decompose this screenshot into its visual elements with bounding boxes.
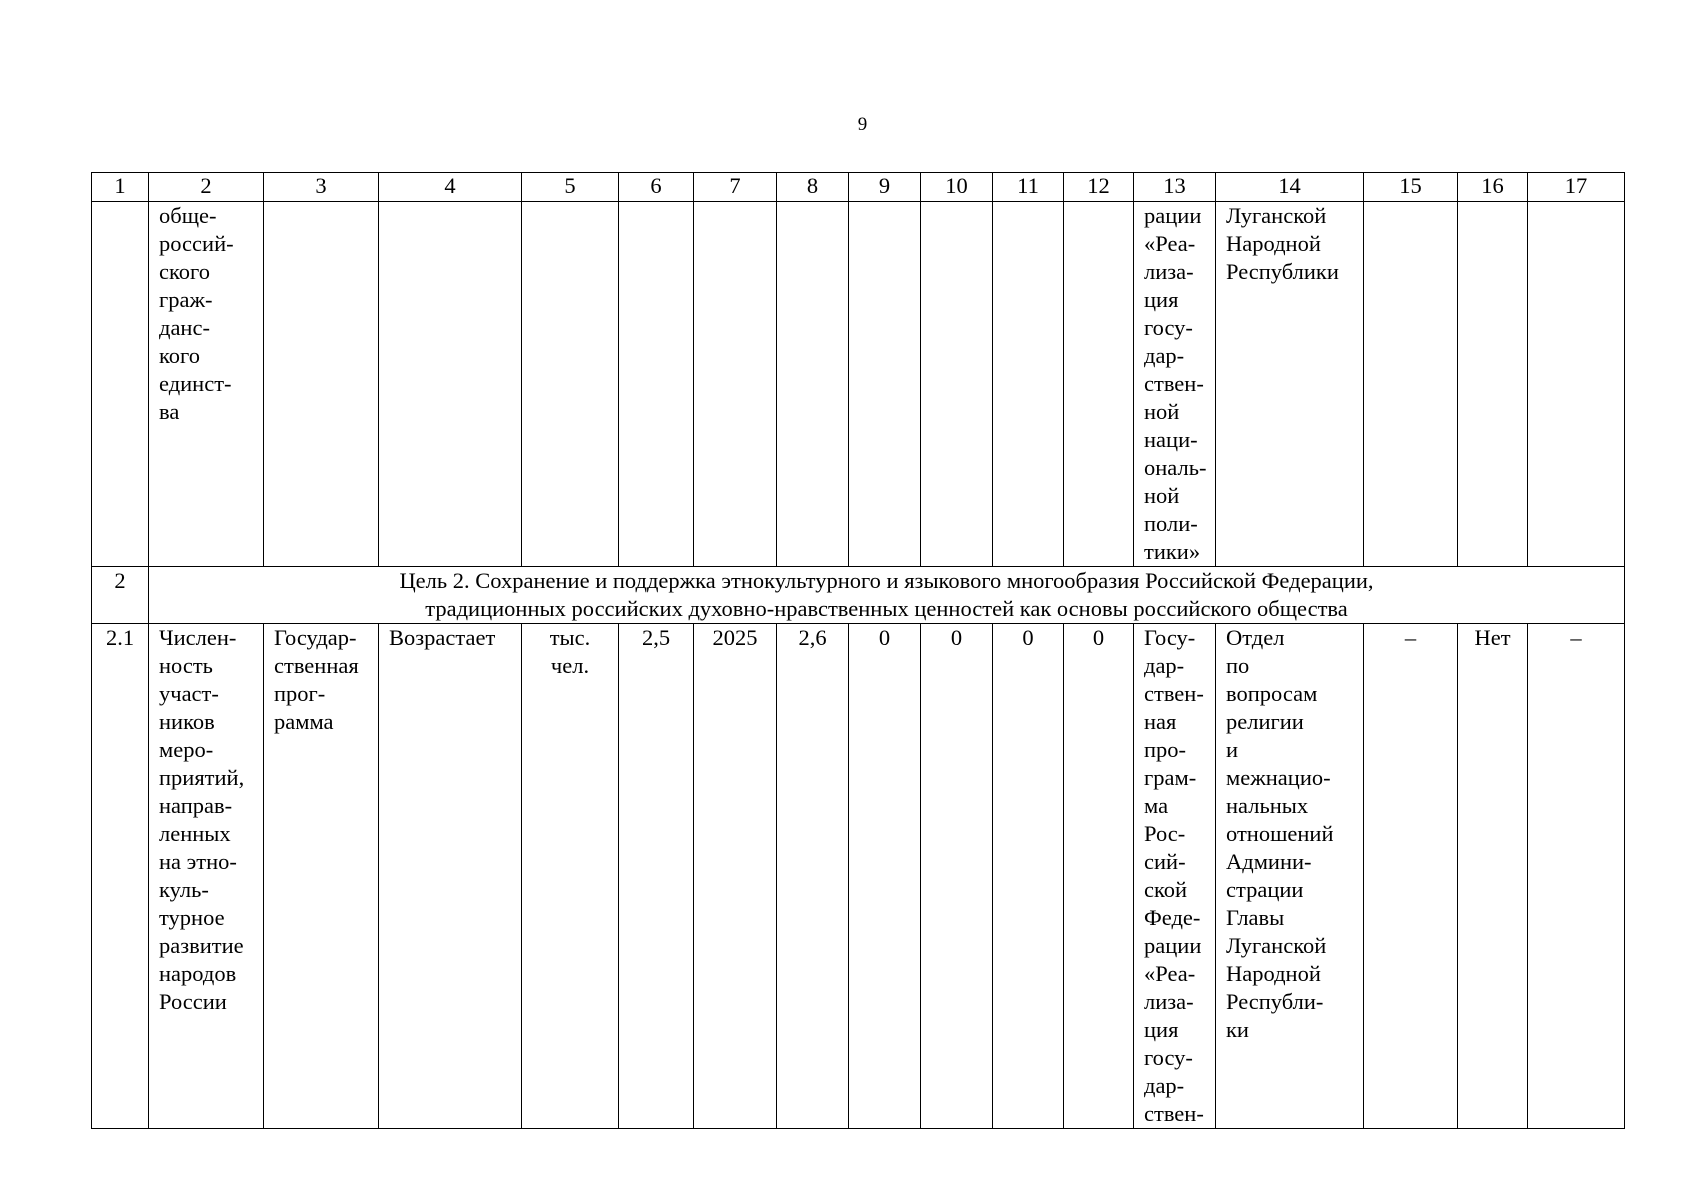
header-cell: 11 [993, 173, 1064, 202]
text-line: про- [1144, 737, 1187, 762]
text-line: турное [159, 905, 225, 930]
value-9: 0 [878, 625, 891, 650]
table-cell [921, 202, 993, 567]
text-line: меро- [159, 737, 214, 762]
header-cell: 5 [522, 173, 619, 202]
table-cell-value [777, 624, 849, 1129]
text-line: госу- [1144, 315, 1193, 340]
table-cell-document [1134, 624, 1216, 1129]
value-15: – [1404, 625, 1417, 650]
text-line: поли- [1144, 511, 1198, 536]
text-line: данс- [159, 315, 210, 340]
goal-text [149, 567, 1624, 623]
table-cell-value [921, 624, 993, 1129]
table-cell [1528, 202, 1625, 567]
text-line: прог- [274, 681, 326, 706]
text-line: ция [1144, 1017, 1179, 1042]
text-line: «Реа- [1144, 231, 1196, 256]
text-line: развитие [159, 933, 244, 958]
text-line: вопросам [1226, 681, 1318, 706]
header-cell: 8 [777, 173, 849, 202]
text-line: Рос- [1144, 821, 1186, 846]
text-line: ственная [274, 653, 359, 678]
goal-text-cell [149, 567, 1625, 624]
page-number: 9 [857, 114, 868, 135]
row-number-cell [92, 624, 149, 1129]
text-line: сий- [1144, 849, 1186, 874]
value-12: 0 [1092, 625, 1105, 650]
table-cell [694, 202, 777, 567]
table-cell-trend [379, 624, 522, 1129]
multiline-text [1134, 624, 1215, 1128]
text-line: ной [1144, 483, 1180, 508]
header-cell: 1 [92, 173, 149, 202]
text-line: рации [1144, 203, 1202, 228]
table-cell [522, 202, 619, 567]
text-line: дар- [1144, 343, 1185, 368]
text-line: отношений [1226, 821, 1334, 846]
text-line: ского [159, 259, 210, 284]
text-line: граж- [159, 287, 213, 312]
table-cell-responsible [1216, 624, 1364, 1129]
text-line: кого [159, 343, 200, 368]
text-line: и [1226, 737, 1239, 762]
indicators-table [91, 172, 1625, 1129]
table-cell [1064, 202, 1134, 567]
header-cell: 3 [264, 173, 379, 202]
text-line: Республи- [1226, 989, 1324, 1014]
text-line: Цель 2. Сохранение и поддержка этнокультурного и языкового многообразия Российской Федерации, [399, 568, 1374, 593]
text-line: рамма [274, 709, 334, 734]
header-cell: 17 [1528, 173, 1625, 202]
value-10: 0 [950, 625, 963, 650]
text-line: направ- [159, 793, 233, 818]
text-line: ствен- [1144, 681, 1204, 706]
text-line: ной [1144, 399, 1180, 424]
text-line: ки [1226, 1017, 1249, 1042]
text-line: дар- [1144, 653, 1185, 678]
base-year: 2025 [712, 625, 758, 650]
row-number: 2.1 [105, 625, 135, 650]
text-line: ников [159, 709, 215, 734]
multiline-text [264, 624, 378, 736]
header-cell: 4 [379, 173, 522, 202]
table-cell-value [1458, 624, 1528, 1129]
multiline-text [1216, 202, 1363, 286]
header-cell: 13 [1134, 173, 1216, 202]
text-line: Республики [1226, 259, 1339, 284]
table-cell [379, 202, 522, 567]
base-value: 2,5 [641, 625, 671, 650]
header-cell: 12 [1064, 173, 1134, 202]
text-line: лиза- [1144, 989, 1194, 1014]
table-cell-value [1364, 624, 1458, 1129]
header-cell: 6 [619, 173, 694, 202]
text-line: Феде- [1144, 905, 1201, 930]
table-cell [619, 202, 694, 567]
text-line: Числен- [159, 625, 237, 650]
text-line: ствен- [1144, 1101, 1204, 1126]
value-16: Нет [1474, 625, 1511, 650]
goal-number: 2 [114, 568, 126, 593]
text-line: традиционных российских духовно-нравственных ценностей как основы российского общества [425, 596, 1348, 621]
table-row-2-1 [92, 624, 1625, 1129]
text-line: тыс. [549, 625, 591, 650]
text-line: госу- [1144, 1045, 1193, 1070]
multiline-text [1216, 624, 1363, 1044]
text-line: Госу- [1144, 625, 1196, 650]
table-cell [849, 202, 921, 567]
text-line: ва [159, 399, 180, 424]
header-cell: 9 [849, 173, 921, 202]
text-line: чел. [550, 653, 590, 678]
column-number-header-row [92, 173, 1625, 202]
text-line: на этно- [159, 849, 237, 874]
table-cell-value [849, 624, 921, 1129]
header-cell: 16 [1458, 173, 1528, 202]
table-cell-value [1528, 624, 1625, 1129]
multiline-text [149, 202, 263, 426]
text-line: куль- [159, 877, 209, 902]
table-cell [777, 202, 849, 567]
table-cell-unit [522, 624, 619, 1129]
table-cell-value [993, 624, 1064, 1129]
multiline-text [1134, 202, 1215, 566]
text-line: участ- [159, 681, 219, 706]
goal-number-cell [92, 567, 149, 624]
multiline-text [149, 624, 263, 1016]
table-cell-responsible [1216, 202, 1364, 567]
text-line: «Реа- [1144, 961, 1196, 986]
text-line: обще- [159, 203, 217, 228]
text-line: Государ- [274, 625, 357, 650]
text-line: религии [1226, 709, 1304, 734]
text-line: ствен- [1144, 371, 1204, 396]
value-17: – [1570, 625, 1582, 650]
value-8: 2,6 [798, 625, 827, 650]
table-cell [1364, 202, 1458, 567]
table-cell-document-type [264, 624, 379, 1129]
text-line: России [159, 989, 227, 1014]
text-line: Луганской [1226, 933, 1327, 958]
text-line: страции [1226, 877, 1304, 902]
header-cell: 15 [1364, 173, 1458, 202]
text-line: Главы [1226, 905, 1285, 930]
text-line: рации [1144, 933, 1202, 958]
table-cell [993, 202, 1064, 567]
header-cell: 7 [694, 173, 777, 202]
text-line: Отдел [1226, 625, 1285, 650]
trend-text: Возрастает [389, 625, 496, 650]
table-cell-indicator-name [149, 202, 264, 567]
text-line: лиза- [1144, 259, 1194, 284]
table-cell-value [1064, 624, 1134, 1129]
text-line: ленных [159, 821, 231, 846]
header-cell: 10 [921, 173, 993, 202]
table-cell [264, 202, 379, 567]
text-line: ма [1144, 793, 1169, 818]
text-line: ность [159, 653, 213, 678]
text-line: нальных [1226, 793, 1309, 818]
text-line: межнацио- [1226, 765, 1331, 790]
table-cell [1458, 202, 1528, 567]
text-line: Народной [1226, 231, 1321, 256]
value-11: 0 [1022, 625, 1034, 650]
table-cell-indicator-name [149, 624, 264, 1129]
text-line: ональ- [1144, 455, 1207, 480]
table-cell-document [1134, 202, 1216, 567]
table-cell-value [619, 624, 694, 1129]
text-line: наци- [1144, 427, 1198, 452]
table-cell [92, 202, 149, 567]
text-line: единст- [159, 371, 232, 396]
text-line: ция [1144, 287, 1179, 312]
text-line: Народной [1226, 961, 1321, 986]
text-line: Луганской [1226, 203, 1327, 228]
text-line: ской [1144, 877, 1188, 902]
goal-row [92, 567, 1625, 624]
text-line: ная [1144, 709, 1177, 734]
text-line: россий- [159, 231, 234, 256]
text-line: приятий, [159, 765, 245, 790]
header-cell: 2 [149, 173, 264, 202]
header-cell: 14 [1216, 173, 1364, 202]
table-cell-year [694, 624, 777, 1129]
text-line: дар- [1144, 1073, 1185, 1098]
text-line: грам- [1144, 765, 1197, 790]
text-line: тики» [1144, 539, 1201, 564]
table-row-continuation [92, 202, 1625, 567]
text-line: народов [159, 961, 237, 986]
text-line: Админи- [1226, 849, 1312, 874]
multiline-text [522, 624, 618, 680]
text-line: по [1226, 653, 1250, 678]
